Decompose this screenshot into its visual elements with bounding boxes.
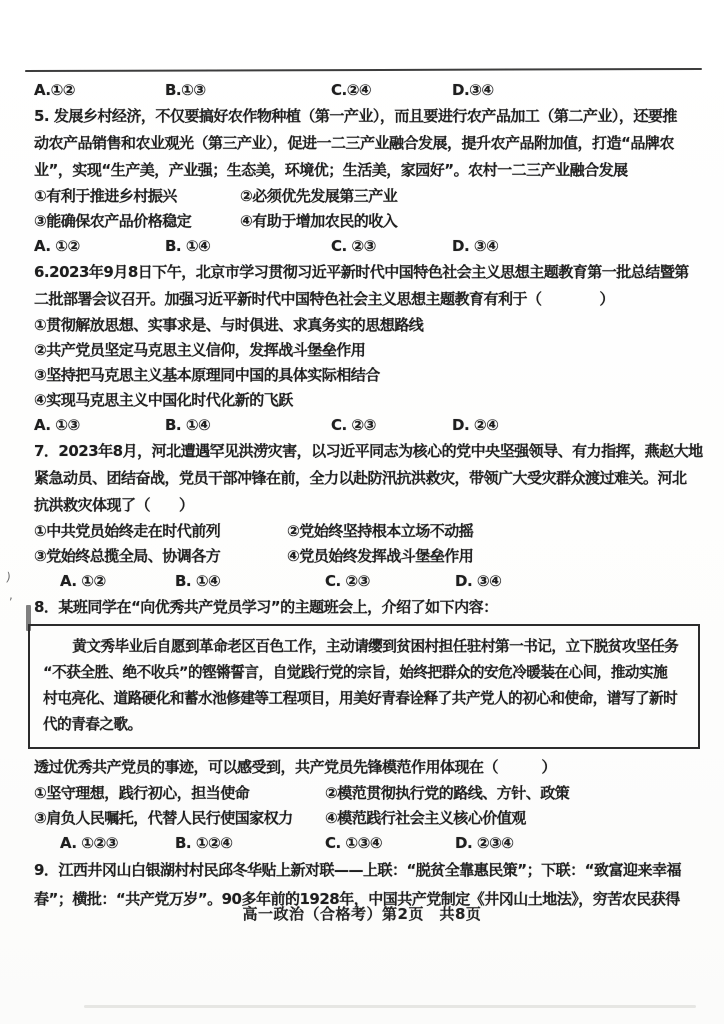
question-4-options-row: [34, 78, 698, 103]
question-7-options-row: [34, 569, 698, 594]
question-7-stem: [34, 438, 703, 519]
question-9-line-1: 9．江西井冈山白银湖村村民邱冬华贴上新对联——上联：“脱贫全靠惠民策”；下联：“致富迎来幸福: [34, 861, 682, 879]
statement-3: ③肩负人民嘱托，代替人民行使国家权力: [34, 809, 293, 827]
question-7-line-2: 紧急动员、团结奋战，党员干部冲锋在前，全力以赴防汛抗洪救灾，带领广大受灾群众渡过难关。河北: [34, 469, 687, 487]
statement-1: ①坚守理想，践行初心，担当使命: [34, 784, 250, 802]
statement-1: ①中共党员始终走在时代前列: [34, 522, 221, 540]
option-b: B. ①②④: [175, 834, 233, 852]
question-6-statement-3: ③坚持把马克思主义基本原理同中国的具体实际相结合: [34, 366, 380, 384]
option-c: C. ②③: [331, 237, 376, 255]
question-7-line-1: 7．2023年8月，河北遭遇罕见洪涝灾害，以习近平同志为核心的党中央坚强领导、有力指挥，燕赵大地: [34, 442, 703, 460]
question-6-line-1: 6.2023年9月8日下午，北京市学习贯彻习近平新时代中国特色社会主义思想主题教育第一批总结暨第: [34, 263, 689, 281]
option-c: C. ②③: [331, 416, 376, 434]
option-d: D.③④: [452, 81, 494, 99]
statement-2: ②必须优先发展第三产业: [240, 187, 398, 205]
statement-4: ④党员始终发挥战斗堡垒作用: [287, 547, 474, 565]
scanner-edge-band: [84, 1005, 696, 1008]
question-8-excerpt-box: [28, 624, 700, 749]
option-d: D. ②③④: [455, 834, 514, 852]
question-5-options-row: [34, 234, 698, 259]
question-7-line-3: 抗洪救灾体现了（ ）: [34, 496, 194, 514]
question-6-line-2: 二批部署会议召开。加强习近平新时代中国特色社会主义思想主题教育有利于（ ）: [34, 290, 615, 308]
statement-4: ④有助于增加农民的收入: [240, 212, 398, 230]
option-b: B.①③: [165, 81, 206, 99]
option-a: A. ①③: [34, 416, 80, 434]
option-d: D. ②④: [452, 416, 499, 434]
excerpt-line-4: 代的青春之歌。: [43, 716, 142, 733]
margin-artifact: ,: [9, 588, 13, 602]
option-d: D. ③④: [455, 572, 502, 590]
excerpt-line-2: “不获全胜、绝不收兵”的铿锵誓言，自觉践行党的宗旨，始终把群众的安危冷暖装在心间，推动实施: [43, 664, 668, 681]
question-6-options-row: [34, 413, 698, 438]
question-8-prompt: 透过优秀共产党员的事迹，可以感受到，共产党员先锋模范作用体现在（ ）: [34, 758, 557, 776]
question-5-line-2: 动农产品销售和农业观光（第三产业），促进一二三产业融合发展，提升农产品附加值，打造“品牌农: [34, 134, 674, 152]
section-divider-line: [25, 68, 702, 72]
question-5-line-3: 业”，实现“生产美，产业强；生态美，环境优；生活美，家园好”。农村一二三产业融合发展: [34, 161, 628, 179]
question-8-intro: 8．某班同学在“向优秀共产党员学习”的主题班会上，介绍了如下内容：: [34, 598, 498, 616]
option-a: A. ①②: [60, 572, 106, 590]
question-7-statements-row-2: [34, 544, 698, 569]
question-5-statements-row-2: [34, 209, 698, 234]
statement-1: ①有利于推进乡村振兴: [34, 187, 177, 205]
margin-artifact: ): [5, 569, 12, 585]
question-8-options-row: [34, 831, 698, 856]
statement-3: ③党始终总揽全局、协调各方: [34, 547, 221, 565]
question-6-statement-4: ④实现马克思主义中国化时代化新的飞跃: [34, 391, 293, 409]
question-6-statement-1: ①贯彻解放思想、实事求是、与时俱进、求真务实的思想路线: [34, 316, 424, 334]
statement-4: ④模范践行社会主义核心价值观: [325, 809, 526, 827]
option-b: B. ①④: [175, 572, 221, 590]
question-8-statements-row-2: [34, 806, 698, 831]
option-a: A.①②: [34, 81, 75, 99]
statement-2: ②模范贯彻执行党的路线、方针、政策: [325, 784, 570, 802]
question-6-stem: [34, 259, 698, 313]
statement-3: ③能确保农产品价格稳定: [34, 212, 192, 230]
question-5-line-1: 5. 发展乡村经济，不仅要搞好农作物种植（第一产业），而且要进行农产品加工（第二产业），还要推: [34, 107, 677, 125]
option-a: A. ①②: [34, 237, 80, 255]
option-a: A. ①②③: [60, 834, 118, 852]
question-5-statements-row-1: [34, 184, 698, 209]
option-c: C. ①③④: [325, 834, 383, 852]
option-b: B. ①④: [165, 416, 211, 434]
excerpt-line-3: 村屯亮化、道路硬化和蓄水池修建等工程项目，用美好青春诠释了共产党人的初心和使命，谱写了新时: [43, 690, 678, 707]
excerpt-line-1: 黄文秀毕业后自愿到革命老区百色工作，主动请缨到贫困村担任驻村第一书记，立下脱贫攻坚任务: [72, 638, 679, 655]
question-8-statements-row-1: [34, 781, 698, 806]
statement-2: ②党始终坚持根本立场不动摇: [287, 522, 474, 540]
option-d: D. ③④: [452, 237, 499, 255]
option-c: C. ②③: [325, 572, 370, 590]
option-c: C.②④: [331, 81, 372, 99]
exam-content: [34, 78, 703, 914]
question-9-line-2: 春”；横批：“共产党万岁”。90多年前的1928年，中国共产党制定《井冈山土地法》，穷苦农民获得: [34, 890, 680, 908]
question-5-stem: [34, 103, 698, 184]
question-7-statements-row-1: [34, 519, 698, 544]
page-footer: 高一政治（合格考）第2页 共8页: [242, 905, 482, 923]
question-6-statement-2: ②共产党员坚定马克思主义信仰，发挥战斗堡垒作用: [34, 341, 366, 359]
option-b: B. ①④: [165, 237, 211, 255]
